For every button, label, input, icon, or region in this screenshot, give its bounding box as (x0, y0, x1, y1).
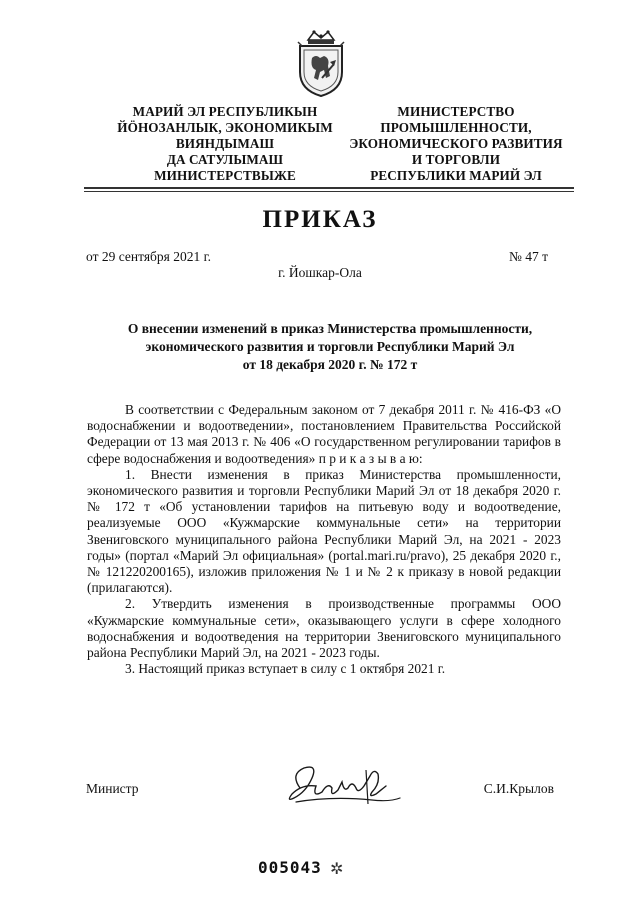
document-body (87, 402, 561, 677)
subject-line: О внесении изменений в приказ Министерства промышленности, (127, 321, 533, 336)
signatory-name: С.И.Крылов (483, 781, 554, 796)
ministry-name-mari (100, 104, 350, 184)
subject-line: экономического развития и торговли Республики Марий Эл (145, 339, 515, 354)
handwritten-signature (282, 758, 407, 810)
header-right-line: МИНИСТЕРСТВО (397, 104, 515, 119)
body-paragraph: 1. Внести изменения в приказ Министерства промышленности, экономического развития и торговли Республики Марий Эл от 18 декабря 2020 г. № 172 т «Об установлении тарифов на питьевую воду и водоотведение, реализуемые ООО «Кужмарские коммунальные сети» на территории Звениговского муниципального района Республики Марий Эл, на 2021 - 2023 годы» (портал «Марий Эл официальная» (portal.mari.ru/pravo), 25 декабря 2020 г., № 121220200165), изложив приложения № 1 и № 2 к приказу в новой редакции (прилагаются). (87, 466, 561, 596)
document-city: г. Йошкар-Ола (278, 265, 362, 280)
header-right-line: ПРОМЫШЛЕННОСТИ, (380, 120, 532, 135)
serial-ornament-icon: ✲ (330, 861, 344, 878)
header-left-line: ДА САТУЛЫМАШ (166, 152, 284, 167)
header-left-line: МИНИСТЕРСТВЫЖЕ (154, 168, 296, 183)
header-divider-thin (84, 191, 574, 192)
coat-of-arms-emblem (294, 28, 348, 98)
header-left-line: МАРИЙ ЭЛ РЕСПУБЛИКЫН (132, 104, 318, 119)
body-paragraph: В соответствии с Федеральным законом от 7 декабря 2011 г. № 416-ФЗ «О водоснабжении и водоотведении», постановлением Правительства Российской Федерации от 13 мая 2013 г. № 406 «О государственном регулировании тарифов в сфере водоснабжения и водоотведения» п р и к а з ы в а ю: (87, 402, 561, 466)
subject-line: от 18 декабря 2020 г. № 172 т (242, 357, 418, 372)
body-paragraph: 3. Настоящий приказ вступает в силу с 1 октября 2021 г. (125, 661, 446, 677)
ministry-name-russian (336, 104, 576, 184)
form-serial-number: 005043 (258, 858, 322, 877)
document-number: № 47 т (508, 249, 548, 264)
document-subject (80, 320, 580, 374)
header-divider (84, 187, 574, 189)
header-right-line: И ТОРГОВЛИ (411, 152, 501, 167)
document-title: ПРИКАЗ (262, 206, 378, 233)
signatory-position: Министр (86, 781, 139, 796)
header-right-line: РЕСПУБЛИКИ МАРИЙ ЭЛ (370, 168, 542, 183)
header-right-line: ЭКОНОМИЧЕСКОГО РАЗВИТИЯ (349, 136, 563, 151)
header-left-line: ВИЯНДЫМАШ (175, 136, 275, 151)
body-paragraph: 2. Утвердить изменения в производственные программы ООО «Кужмарские коммунальные сети», оказывающего услуги в сфере холодного водоснабжения и водоотведения на территории Звениговского муниципального района Республики Марий Эл, на 2021 - 2023 годы. (87, 596, 561, 661)
header-left-line: ЙÖНОЗАНЛЫК, ЭКОНОМИКЫМ (117, 120, 333, 135)
document-date: от 29 сентября 2021 г. (86, 249, 211, 264)
